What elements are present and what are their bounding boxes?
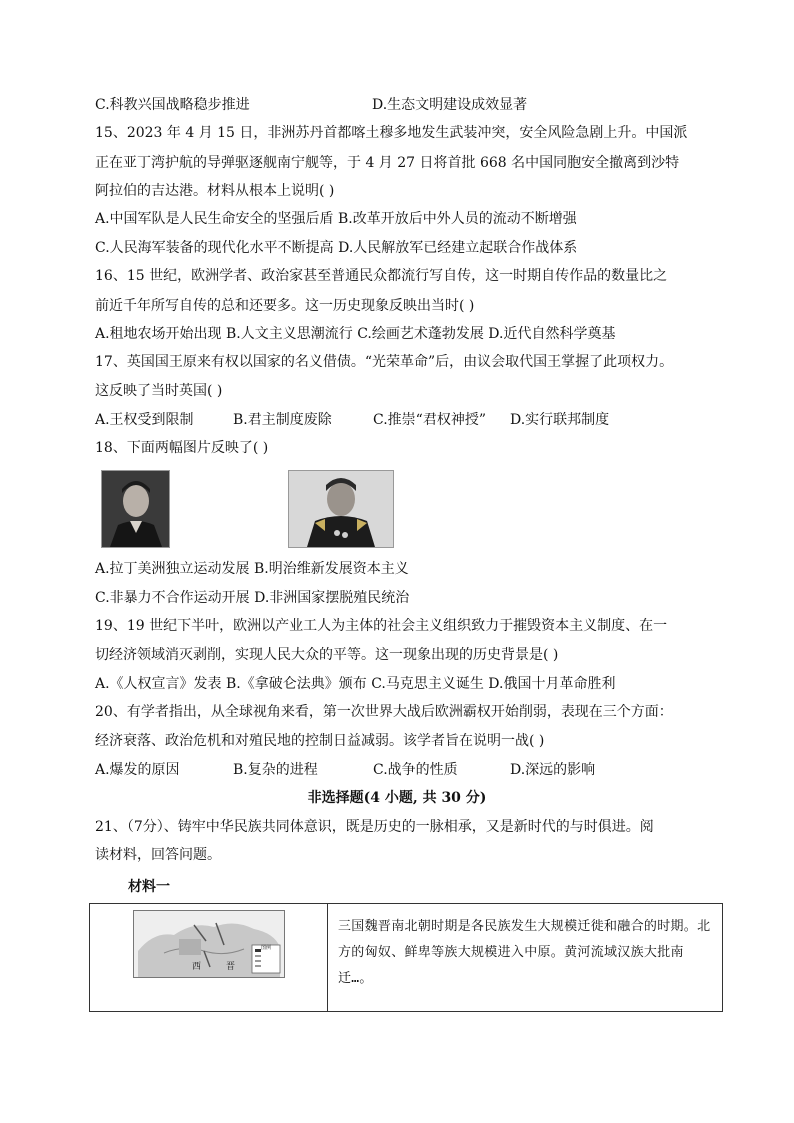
q17-option-c: C.推崇“君权神授” (373, 412, 486, 428)
material-text: 三国魏晋南北朝时期是各民族发生大规模迁徙和融合的时期。北方的匈奴、鲜卑等族大规模进入中原。黄河流域汉族大批南迁…。 (338, 919, 711, 986)
q20-option-a: A.爆发的原因 (95, 762, 180, 778)
q18-options-ab: A.拉丁美洲独立运动发展 B.明治维新发展资本主义 (95, 561, 409, 577)
q18-stem: 18、下面两幅图片反映了( ) (95, 440, 269, 456)
q14-option-d: D.生态文明建设成效显著 (372, 97, 528, 113)
q21-stem-line-2: 读材料，回答问题。 (95, 847, 221, 863)
q16-stem-line-1: 16、15 世纪，欧洲学者、政治家甚至普通民众都流行写自传，这一时期自传作品的数量比之 (95, 268, 668, 284)
q16-stem-line-2: 前近千年所写自传的总和还要多。这一历史现象反映出当时( ) (95, 298, 475, 314)
q15-stem-line-3: 阿拉伯的吉达港。材料从根本上说明( ) (95, 183, 335, 199)
q16-options: A.租地农场开始出现 B.人文主义思潮流行 C.绘画艺术蓬勃发展 D.近代自然科学奠基 (95, 326, 616, 342)
map-legend-title: 图例 (261, 945, 272, 951)
material-label: 材料一 (128, 879, 170, 895)
q17-option-d: D.实行联邦制度 (510, 412, 610, 428)
map-label-jin: 晋 (226, 962, 236, 972)
q15-options-ab: A.中国军队是人民生命安全的坚强后盾 B.改革开放后中外人员的流动不断增强 (95, 211, 577, 227)
q17-option-a: A.王权受到限制 (95, 412, 194, 428)
table-divider (327, 904, 328, 1011)
q17-stem-line-2: 这反映了当时英国( ) (95, 383, 223, 399)
q17-option-b: B.君主制度废除 (233, 412, 332, 428)
q20-stem-line-2: 经济衰落、政治危机和对殖民地的控制日益减弱。该学者旨在说明一战( ) (95, 733, 545, 749)
q20-stem-line-1: 20、有学者指出，从全球视角来看，第一次世界大战后欧洲霸权开始削弱，表现在三个方面： (95, 704, 673, 720)
portrait-image-right (288, 470, 394, 548)
q19-stem-line-1: 19、19 世纪下半叶，欧洲以产业工人为主体的社会主义组织致力于摧毁资本主义制度、在一 (95, 618, 668, 634)
q15-stem-line-1: 15、2023 年 4 月 15 日，非洲苏丹首都喀土穆多地发生武装冲突，安全风险急剧上升。中国派 (95, 125, 688, 141)
q19-options: A.《人权宣言》发表 B.《拿破仑法典》颁布 C.马克思主义诞生 D.俄国十月革命胜利 (95, 676, 616, 692)
migration-map (133, 910, 285, 978)
section-title: 非选择题(4 小题, 共 30 分) (307, 790, 487, 806)
q17-stem-line-1: 17、英国国王原来有权以国家的名义借债。“光荣革命”后，由议会取代国王掌握了此项权力。 (95, 354, 674, 370)
q14-option-c: C.科教兴国战略稳步推进 (95, 97, 250, 113)
material-table (89, 903, 723, 1012)
map-label-xi: 西 (192, 962, 202, 972)
q18-options-cd: C.非暴力不合作运动开展 D.非洲国家摆脱殖民统治 (95, 590, 410, 606)
q20-option-b: B.复杂的进程 (233, 762, 318, 778)
q20-option-c: C.战争的性质 (373, 762, 458, 778)
q15-stem-line-2: 正在亚丁湾护航的导弹驱逐舰南宁舰等，于 4 月 27 日将首批 668 名中国同胞安全撤离到沙特 (95, 155, 680, 171)
q19-stem-line-2: 切经济领域消灭剥削，实现人民大众的平等。这一现象出现的历史背景是( ) (95, 647, 559, 663)
q15-options-cd: C.人民海军装备的现代化水平不断提高 D.人民解放军已经建立起联合作战体系 (95, 240, 578, 256)
q20-option-d: D.深远的影响 (510, 762, 596, 778)
q21-stem-line-1: 21、（7分）、铸牢中华民族共同体意识，既是历史的一脉相承，又是新时代的与时俱进。阅 (95, 819, 654, 835)
portrait-image-left (101, 470, 170, 548)
